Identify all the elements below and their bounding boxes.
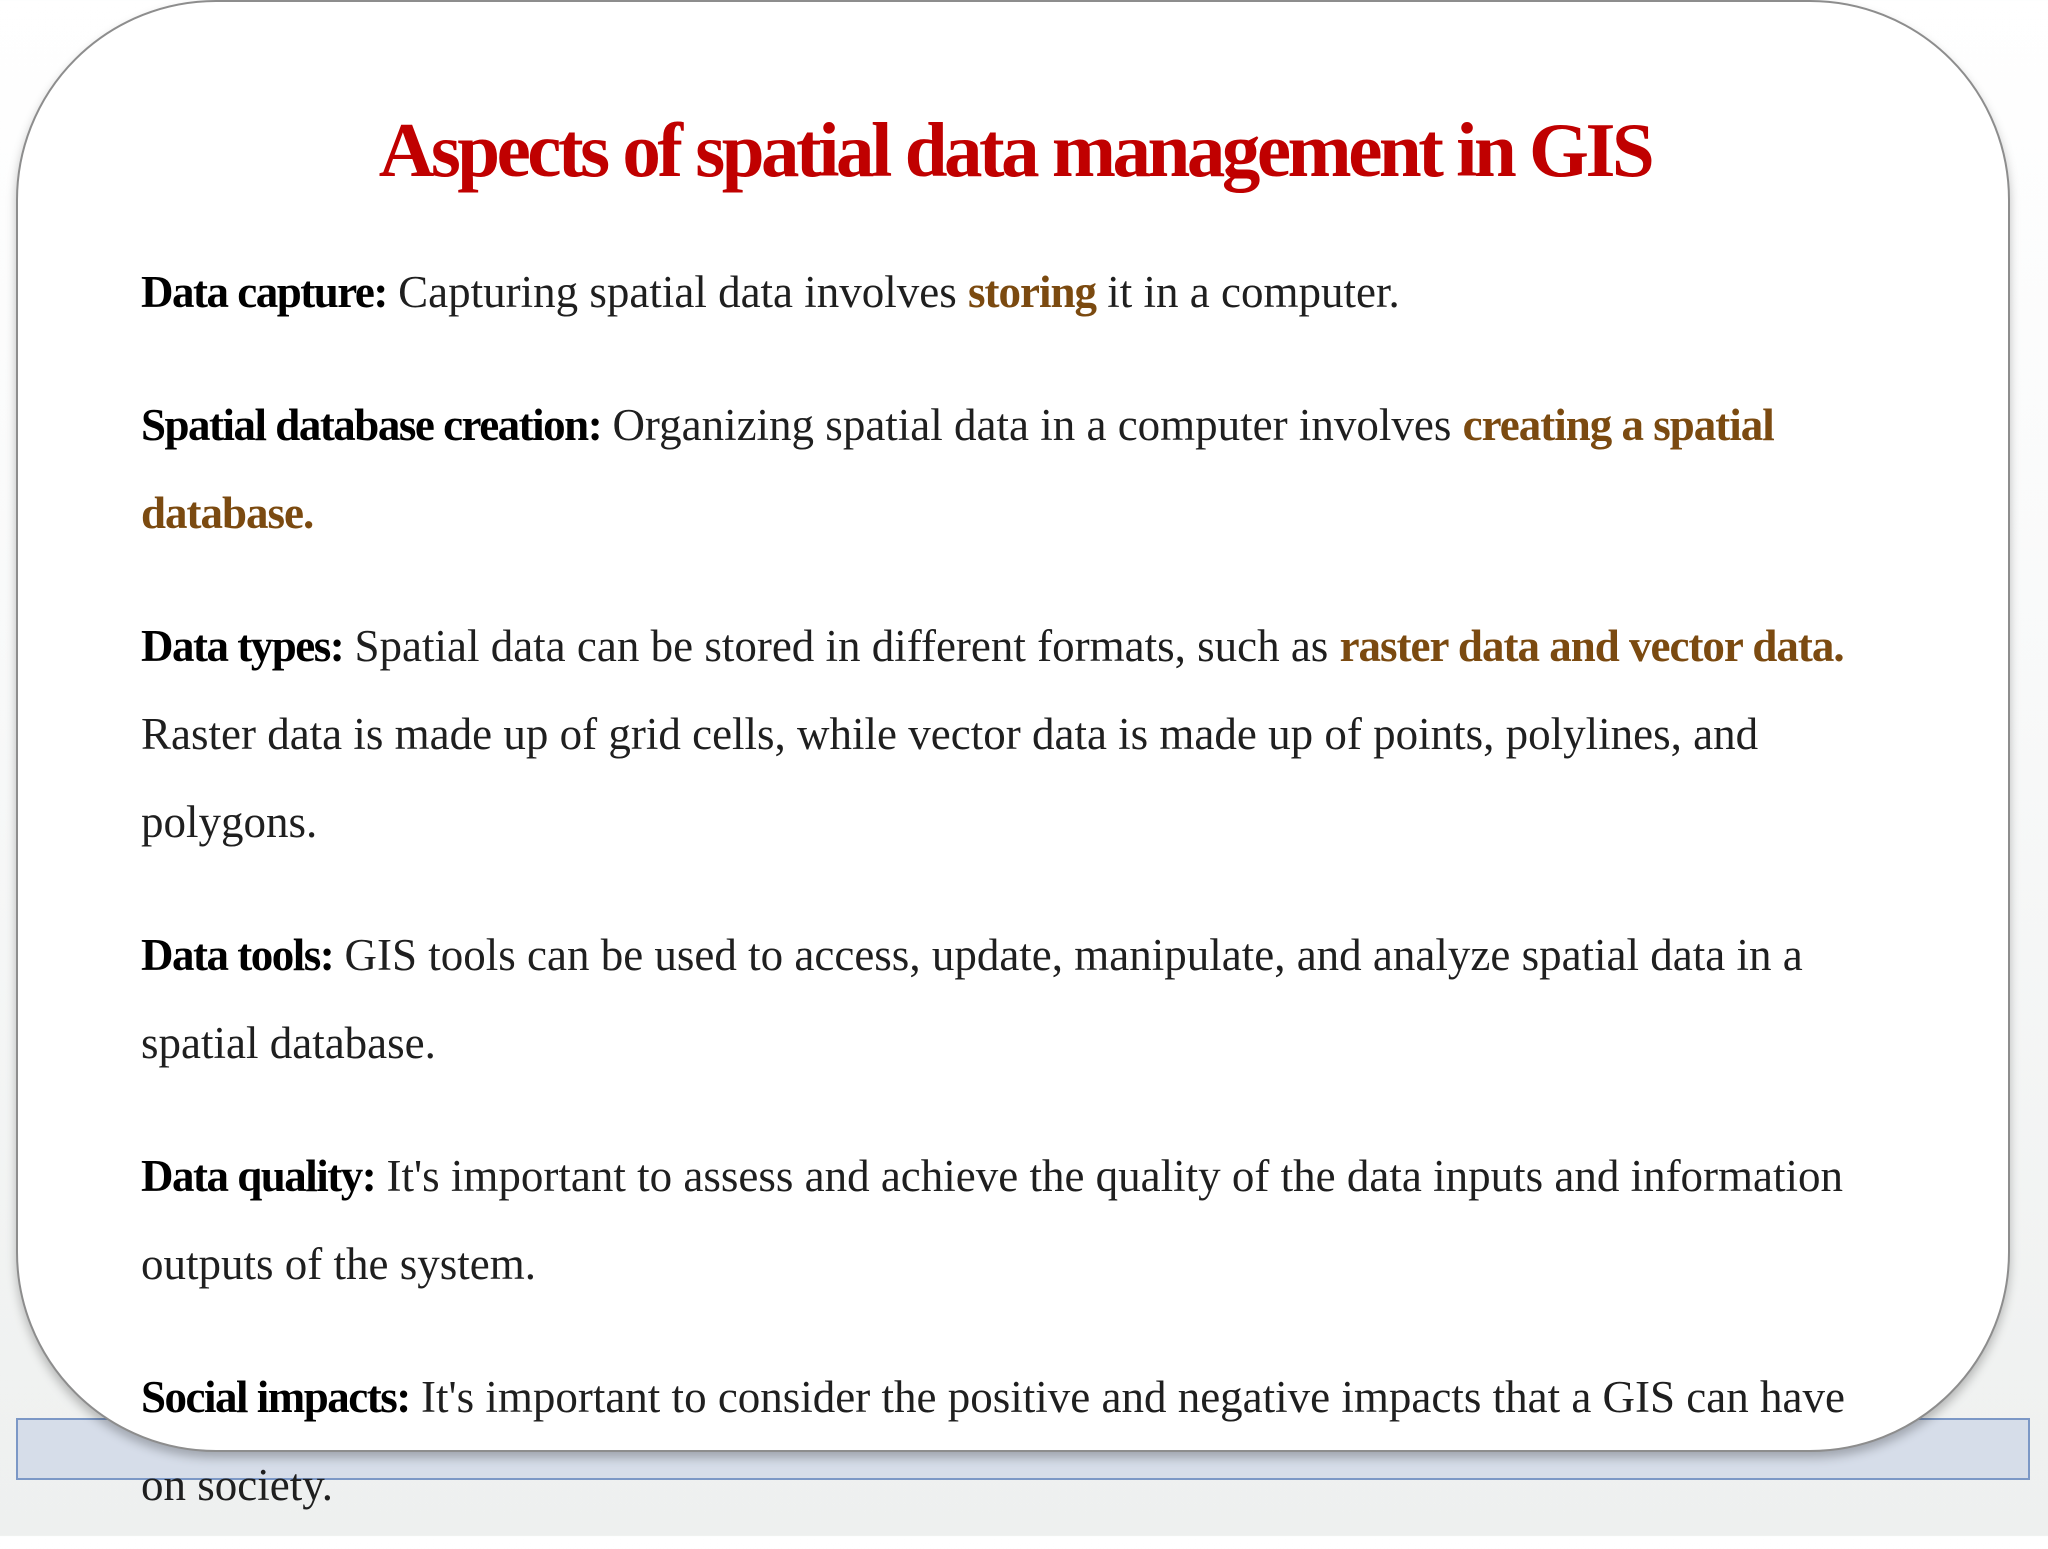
item-text-after: Raster data is made up of grid cells, while vector data is made up of points, polylines, and polygons. [141, 709, 1759, 847]
item-highlight: creating a spatial database. [141, 400, 1774, 538]
item-text: Spatial data can be stored in different formats, such as [343, 621, 1340, 671]
list-item [141, 1353, 1901, 1529]
item-term: Data quality: [141, 1151, 376, 1201]
item-term: Data types: [141, 621, 344, 671]
item-term: Data capture: [141, 267, 387, 317]
item-term: Spatial database creation: [141, 400, 602, 450]
list-item [141, 1132, 1901, 1308]
item-text: GIS tools can be used to access, update, manipulate, and analyze spatial data in a spatial database. [141, 930, 1803, 1068]
list-item [141, 381, 1901, 557]
item-highlight: raster data and vector data. [1339, 621, 1844, 671]
item-highlight: storing [968, 267, 1097, 317]
item-text: Organizing spatial data in a computer involves [601, 400, 1463, 450]
list-item [141, 248, 1901, 336]
slide-title: Aspects of spatial data management in GIS [378, 107, 1652, 193]
item-text: It's important to assess and achieve the quality of the data inputs and information outputs of the system. [141, 1151, 1844, 1289]
item-text-after: it in a computer. [1096, 267, 1400, 317]
list-item [141, 911, 1901, 1087]
list-item [141, 602, 1901, 866]
item-text: It's important to consider the positive and negative impacts that a GIS can have on society. [141, 1372, 1845, 1510]
item-term: Social impacts: [141, 1372, 410, 1422]
item-text: Capturing spatial data involves [386, 267, 969, 317]
item-term: Data tools: [141, 930, 334, 980]
slide-content [141, 248, 1901, 1549]
